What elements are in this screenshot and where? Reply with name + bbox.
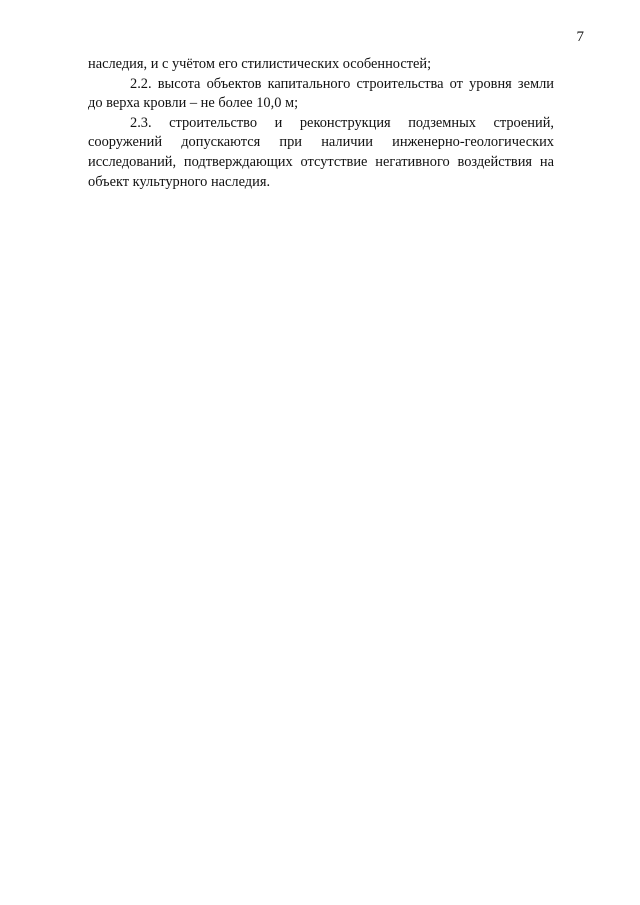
paragraph-clause-2-2: 2.2. высота объектов капитального строительства от уровня земли до верха кровли – не более 10,0 м;: [88, 75, 554, 112]
paragraph-continuation: наследия, и с учётом его стилистических особенностей;: [88, 56, 432, 72]
page-number: 7: [576, 29, 584, 45]
page-edge: [0, 0, 2, 905]
paragraph-clause-2-3: 2.3. строительство и реконструкция подземных строений, сооружений допускаются при наличии инженерно-геологических исследований, подтверждающих отсутствие негативного воздействия на объект культурного наследия.: [88, 114, 554, 190]
document-body: [88, 55, 554, 192]
